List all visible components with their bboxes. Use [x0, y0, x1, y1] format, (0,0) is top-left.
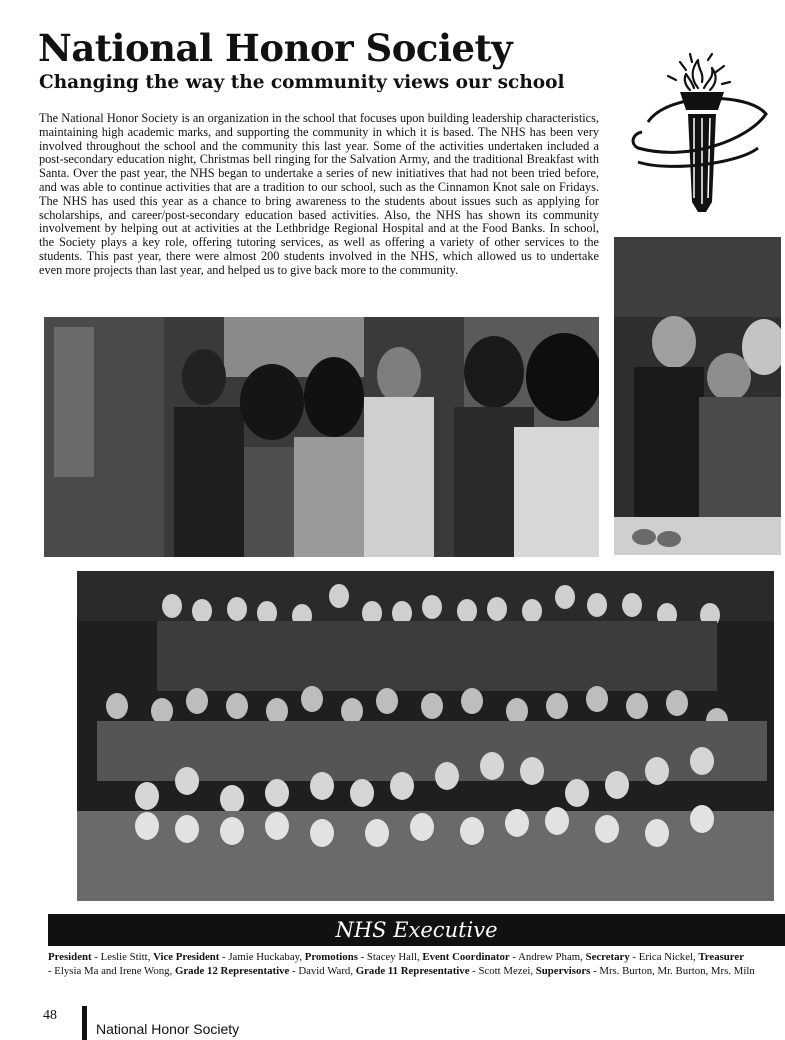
photo-volunteers — [44, 317, 599, 557]
exec-names: Scott Mezei — [478, 965, 531, 977]
footer-divider — [82, 1006, 87, 1040]
torch-icon — [628, 52, 770, 220]
article-body: The National Honor Society is an organization in the school that focuses upon building leadership characteristics, maintaining high academic marks, and supporting the community in which it is based. The NHS has been very involved throughout the school and the community this last year. Some of the activities undertaken included a post-secondary education night, Christmas bell ringing for the Salvation Army, and the traditional Breakfast with Santa. Over the past year, the NHS began to undertake a series of new initiatives that had not been tried before, and was able to continue activities that are a tradition to our school, such as the Cinnamon Knot sale on Fridays. The NHS has used this year as a chance to bring awareness to the students about issues such as applying for scholarships, and career/post-secondary education based activities. Also, the NHS has shown its community involvement by helping out at activities at the Lethbridge Regional Hospital and at the Food Banks. In school, the Society plays a key role, offering tutoring services, as well as offering a variety of other services to the students. This past year, there were almost 200 students involved in the NHS, which allowed us to undertake even more projects than last year, and helped us to give back more to the community. — [39, 111, 599, 277]
exec-names: Mrs. Burton, Mr. Burton, Mrs. Miln — [599, 965, 755, 977]
exec-names: Andrew Pham — [518, 951, 581, 963]
exec-role: Grade 11 Representative — [355, 965, 470, 977]
page-title: National Honor Society — [38, 26, 513, 70]
executive-list: President - Leslie Stitt, Vice President - Jamie Huckabay, Promotions - Stacey Hall, Event Coordinator - Andrew Pham, Secretary - Erica Nickel, Treasurer - Elysia Ma and Irene Wong, Grade 12 Representative - David Ward, Grade 11 Representative - Scott Mezei, Supervisors - Mrs. Burton, Mr. Burton, Mrs. Miln — [48, 951, 755, 977]
banner-title: NHS Executive — [335, 918, 498, 942]
exec-role: Secretary — [585, 951, 630, 963]
executive-banner — [48, 914, 785, 946]
exec-role: Promotions — [304, 951, 358, 963]
exec-role: Treasurer — [698, 951, 744, 963]
exec-names: Erica Nickel — [638, 951, 693, 963]
exec-names: Elysia Ma and Irene Wong — [54, 965, 170, 977]
exec-names: Jamie Huckabay — [228, 951, 300, 963]
photo-event — [614, 237, 781, 555]
exec-names: Leslie Stitt — [100, 951, 148, 963]
photo-group — [77, 571, 774, 901]
page-subtitle: Changing the way the community views our school — [39, 72, 565, 93]
exec-role: Event Coordinator — [422, 951, 510, 963]
exec-names: Stacey Hall — [366, 951, 417, 963]
section-label: National Honor Society — [96, 1021, 240, 1037]
exec-role: Grade 12 Representative — [174, 965, 290, 977]
exec-role: Vice President — [153, 951, 220, 963]
page-number: 48 — [43, 1008, 57, 1023]
exec-names: David Ward — [298, 965, 351, 977]
exec-role: President — [48, 951, 92, 963]
exec-role: Supervisors — [535, 965, 591, 977]
